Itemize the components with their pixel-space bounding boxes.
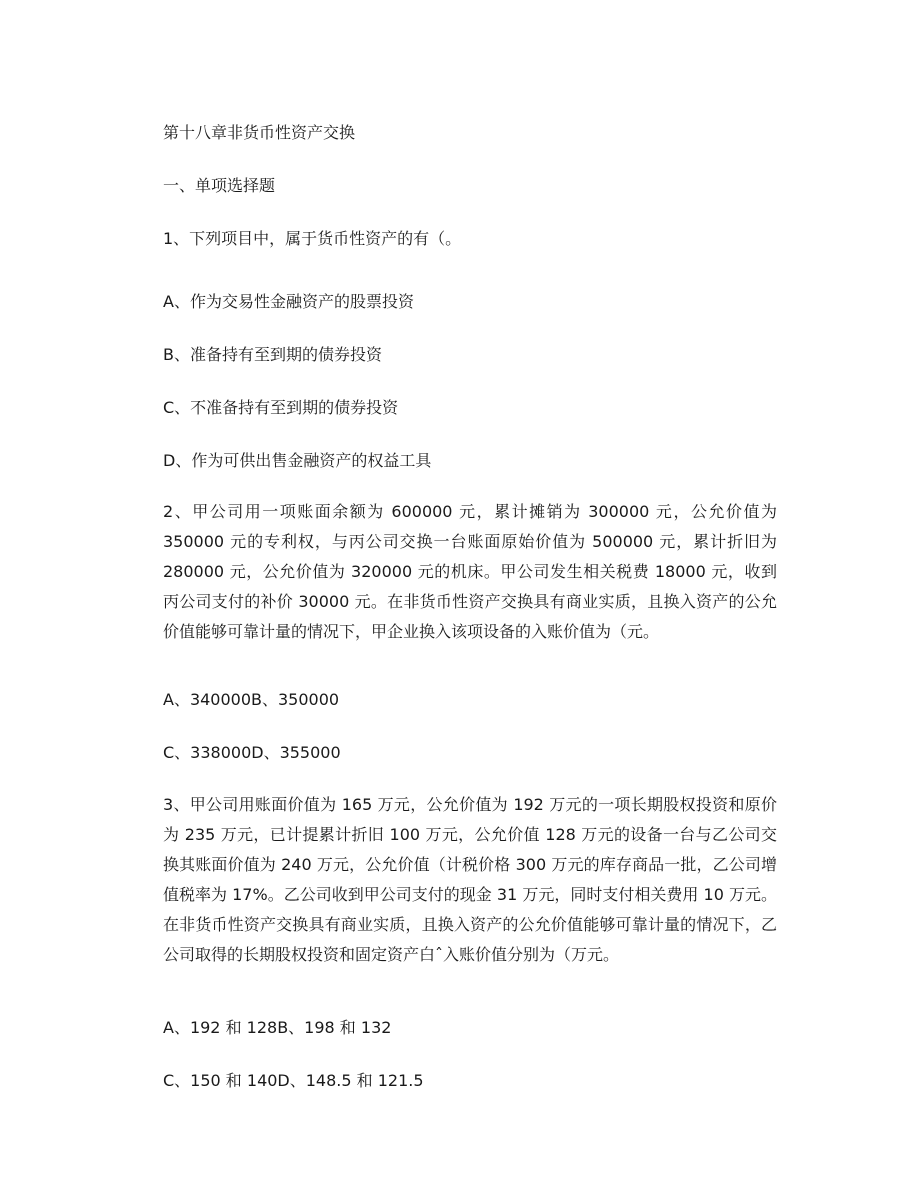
question-2-stem: 2、甲公司用一项账面余额为 600000 元，累计摊销为 300000 元，公允价值为 350000 元的专利权，与丙公司交换一台账面原始价值为 500000 元，累计折旧为 280000 元，公允价值为 320000 元的机床。甲公司发生相关税费 18000 元，收到丙公司支付的补价 30000 元。在非货币性资产交换具有商业实质，且换入资产的公允价值能够可靠计量的情况下，甲企业换入该项设备的入账价值为（元。 [163,502,777,641]
question-2-options-cd: C、338000D、355000 [163,743,341,762]
question-3-options-cd: C、150 和 140D、148.5 和 121.5 [163,1071,424,1090]
question-3-options-ab: A、192 和 128B、198 和 132 [163,1018,392,1037]
question-2-options-ab: A、340000B、350000 [163,690,340,709]
chapter-title: 第十八章非货币性资产交换 [163,123,356,142]
question-1-option-a: A、作为交易性金融资产的股票投资 [163,292,414,311]
question-1-stem: 1、下列项目中，属于货币性资产的有（。 [163,229,462,248]
question-1-option-b: B、准备持有至到期的债券投资 [163,345,382,364]
question-1-option-c: C、不准备持有至到期的债券投资 [163,398,399,417]
question-1-option-d: D、作为可供出售金融资产的权益工具 [163,451,432,470]
section-heading: 一、单项选择题 [163,176,276,195]
question-3-stem: 3、甲公司用账面价值为 165 万元，公允价值为 192 万元的一项长期股权投资和原价为 235 万元，已计提累计折旧 100 万元，公允价值 128 万元的设备一台与乙公司交换其账面价值为 240 万元，公允价值（计税价格 300 万元的库存商品一批，乙公司增值税率为 17%。乙公司收到甲公司支付的现金 31 万元，同时支付相关费用 10 万元。在非货币性资产交换具有商业实质，且换入资产的公允价值能够可靠计量的情况下，乙公司取得的长期股权投资和固定资产白ˆ入账价值分别为（万元。 [163,795,777,964]
